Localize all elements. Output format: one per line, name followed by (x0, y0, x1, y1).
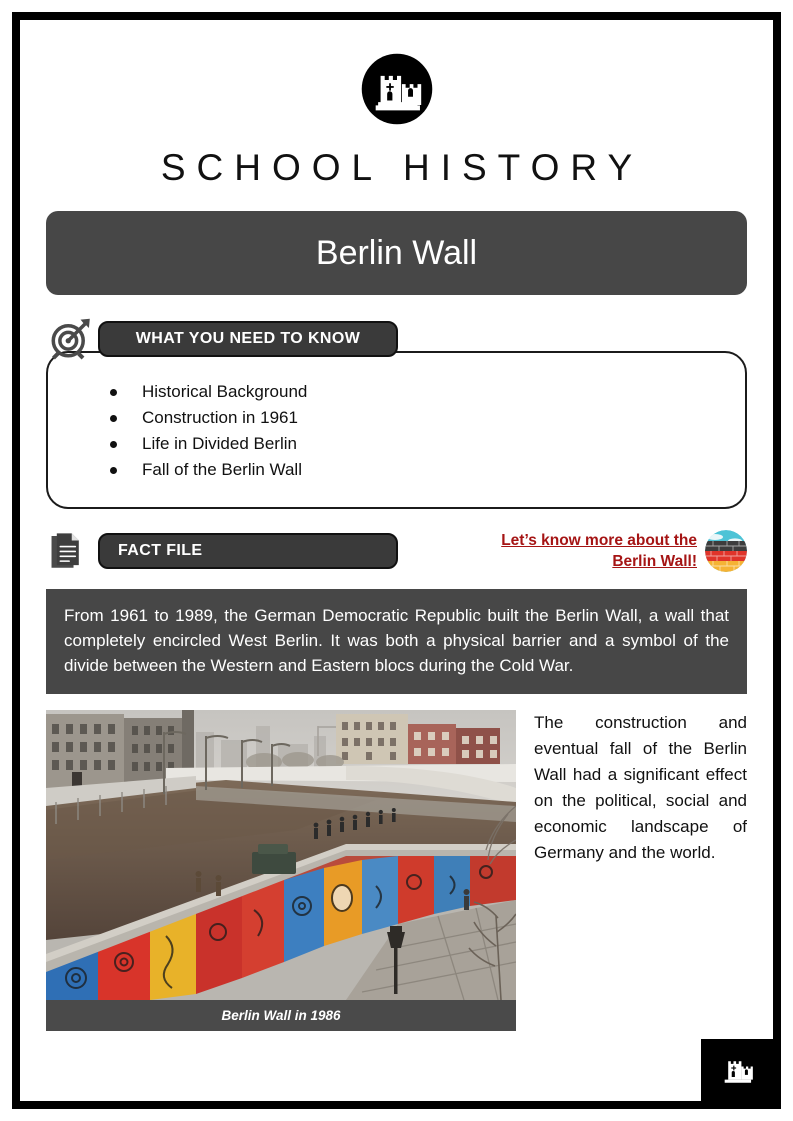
page-title: Berlin Wall (315, 233, 478, 272)
media-row (46, 710, 747, 1031)
photo-caption: Berlin Wall in 1986 (46, 1000, 516, 1031)
page-frame (12, 12, 781, 1109)
fact-file-pill (98, 533, 398, 569)
berlin-wall-german-flag-icon[interactable] (705, 530, 747, 572)
berlin-wall-photo (46, 710, 516, 1000)
fact-file-paragraph: From 1961 to 1989, the German Democratic Republic built the Berlin Wall, a wall that completely encircled West Berlin. It was both a physical barrier and a symbol of the divide between the Western and Eastern blocs during the Cold War. (46, 589, 747, 694)
topics-list (48, 379, 745, 483)
list-item: Fall of the Berlin Wall (110, 457, 745, 483)
page-content (40, 40, 753, 1087)
what-you-need-to-know-header (48, 317, 753, 361)
list-item: Life in Divided Berlin (110, 431, 745, 457)
corner-castle-logo-icon (701, 1039, 773, 1101)
fact-file-header (48, 529, 747, 573)
brand-name: SCHOOL HISTORY (160, 147, 644, 188)
castle-logo-icon (356, 48, 438, 130)
target-dartboard-icon (48, 317, 92, 361)
photo-column (46, 710, 516, 1031)
brand-header (40, 40, 753, 189)
learn-more-link[interactable] (457, 530, 747, 572)
documents-icon (48, 529, 92, 573)
page-title-bar (46, 211, 747, 295)
fact-file-label: FACT FILE (118, 542, 203, 559)
what-you-need-to-know-label: WHAT YOU NEED TO KNOW (135, 330, 361, 347)
what-you-need-to-know-pill (98, 321, 398, 357)
list-item: Construction in 1961 (110, 405, 745, 431)
list-item: Historical Background (110, 379, 745, 405)
side-text: The construction and eventual fall of the Berlin Wall had a significant effect on the political, social and economic landscape of Germany and the world. (534, 713, 747, 862)
fact-file-left (48, 529, 398, 573)
learn-more-link-text[interactable]: Let’s know more about the Berlin Wall! (501, 532, 697, 570)
what-you-need-to-know-box (46, 351, 747, 509)
